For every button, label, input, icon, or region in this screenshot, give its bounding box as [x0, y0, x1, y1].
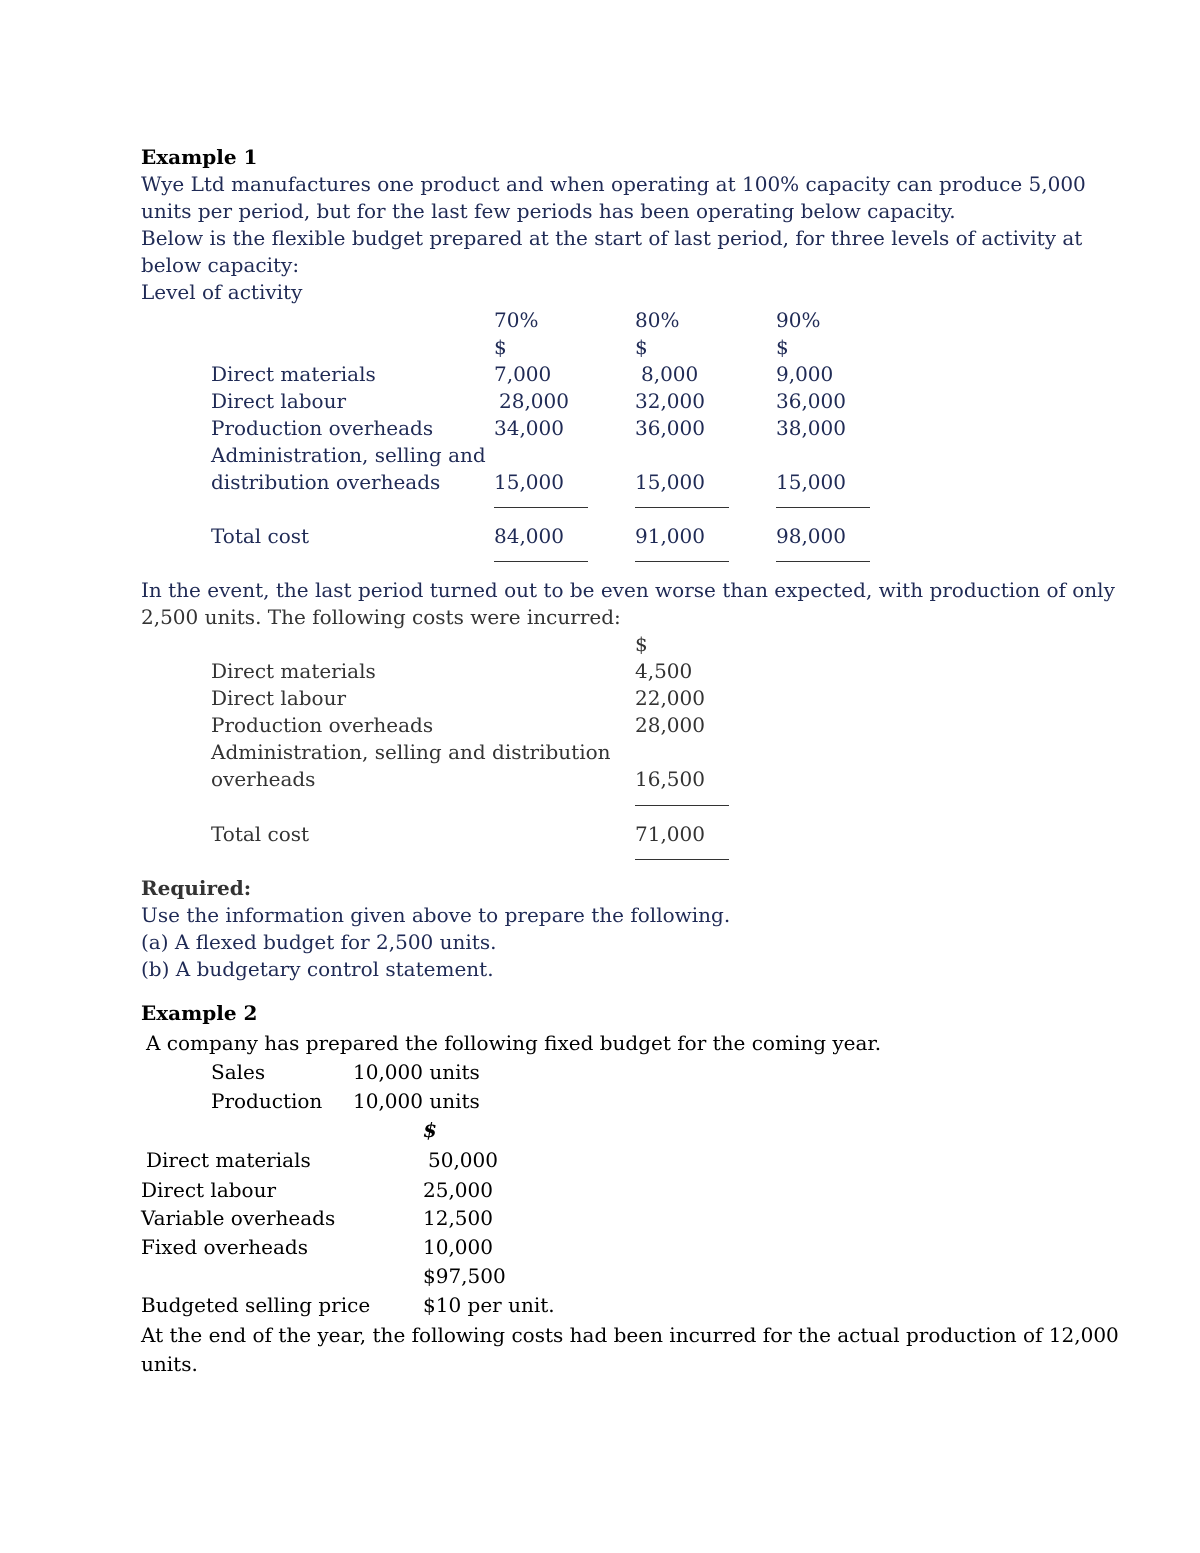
level-header-90: 90% — [776, 308, 821, 332]
row-value: 15,000 — [635, 470, 705, 494]
row-label: Production overheads — [211, 416, 434, 440]
level-header-70: 70% — [494, 308, 539, 332]
total-rule — [776, 561, 870, 562]
currency-header: $ — [635, 335, 648, 359]
subtotal-rule — [635, 507, 729, 508]
currency-header: $ — [776, 335, 789, 359]
row-value: 34,000 — [494, 416, 564, 440]
example2-row-label: Variable overheads — [141, 1206, 336, 1230]
example2-row-label: Direct labour — [141, 1178, 277, 1202]
sales-value: 10,000 units — [353, 1060, 480, 1084]
actual-row-value: 28,000 — [635, 713, 705, 737]
actual-row-value: 4,500 — [635, 659, 693, 683]
row-value: 38,000 — [776, 416, 846, 440]
required-line: Use the information given above to prepare the following. — [141, 903, 731, 927]
example1-intro-line: Level of activity — [141, 280, 303, 304]
total-value: 91,000 — [635, 524, 705, 548]
subtotal-rule — [494, 507, 588, 508]
event-line: In the event, the last period turned out to be even worse than expected, with production of only — [141, 578, 1115, 602]
actual-row-label: Administration, selling and distribution — [211, 740, 611, 764]
example2-heading: Example 2 — [141, 1001, 258, 1025]
required-line: (b) A budgetary control statement. — [141, 957, 494, 981]
actual-subtotal-rule — [635, 805, 729, 806]
row-value: 28,000 — [499, 389, 569, 413]
required-line: (a) A flexed budget for 2,500 units. — [141, 930, 497, 954]
example1-heading: Example 1 — [141, 145, 258, 169]
example1-intro-line: Below is the flexible budget prepared at the start of last period, for three levels of activity at — [141, 226, 1083, 250]
example1-intro-line: below capacity: — [141, 253, 300, 277]
total-value: 84,000 — [494, 524, 564, 548]
example1-intro-line: Wye Ltd manufactures one product and when operating at 100% capacity can produce 5,000 — [141, 172, 1086, 196]
row-label: Direct labour — [211, 389, 347, 413]
price-label: Budgeted selling price — [141, 1293, 371, 1317]
actual-row-label: Direct labour — [211, 686, 347, 710]
total-rule — [635, 561, 729, 562]
total-rule — [494, 561, 588, 562]
actual-row-label: overheads — [211, 767, 316, 791]
row-label: distribution overheads — [211, 470, 441, 494]
row-value: 9,000 — [776, 362, 834, 386]
production-label: Production — [211, 1089, 323, 1113]
row-value: 8,000 — [641, 362, 699, 386]
actual-total-label: Total cost — [211, 822, 310, 846]
actual-total-rule — [635, 859, 729, 860]
sales-label: Sales — [211, 1060, 266, 1084]
example2-row-label: Fixed overheads — [141, 1235, 308, 1259]
actual-row-value: 22,000 — [635, 686, 705, 710]
row-value: 15,000 — [776, 470, 846, 494]
example2-row-value: 12,500 — [423, 1206, 493, 1230]
price-value: $10 per unit. — [423, 1293, 555, 1317]
actual-row-label: Direct materials — [211, 659, 376, 683]
example2-row-value: 50,000 — [428, 1148, 498, 1172]
example2-row-value: 10,000 — [423, 1235, 493, 1259]
row-value: 7,000 — [494, 362, 552, 386]
example2-currency: $ — [423, 1118, 437, 1142]
example2-total: $97,500 — [423, 1264, 506, 1288]
subtotal-rule — [776, 507, 870, 508]
actual-total-value: 71,000 — [635, 822, 705, 846]
event-line: 2,500 units. The following costs were incurred: — [141, 605, 621, 629]
example2-intro: A company has prepared the following fixed budget for the coming year. — [146, 1031, 882, 1055]
example2-row-label: Direct materials — [146, 1148, 311, 1172]
row-value: 36,000 — [776, 389, 846, 413]
level-header-80: 80% — [635, 308, 680, 332]
closing-line: At the end of the year, the following costs had been incurred for the actual production of 12,000 — [141, 1323, 1119, 1347]
row-value: 36,000 — [635, 416, 705, 440]
row-value: 32,000 — [635, 389, 705, 413]
actual-row-label: Production overheads — [211, 713, 434, 737]
total-value: 98,000 — [776, 524, 846, 548]
production-value: 10,000 units — [353, 1089, 480, 1113]
closing-line: units. — [141, 1352, 198, 1376]
example1-intro-line: units per period, but for the last few periods has been operating below capacity. — [141, 199, 956, 223]
row-label: Administration, selling and — [211, 443, 486, 467]
row-label: Direct materials — [211, 362, 376, 386]
currency-header: $ — [494, 335, 507, 359]
example2-row-value: 25,000 — [423, 1178, 493, 1202]
actual-currency: $ — [635, 632, 648, 656]
row-value: 15,000 — [494, 470, 564, 494]
required-heading: Required: — [141, 876, 252, 900]
total-label: Total cost — [211, 524, 310, 548]
actual-row-value: 16,500 — [635, 767, 705, 791]
